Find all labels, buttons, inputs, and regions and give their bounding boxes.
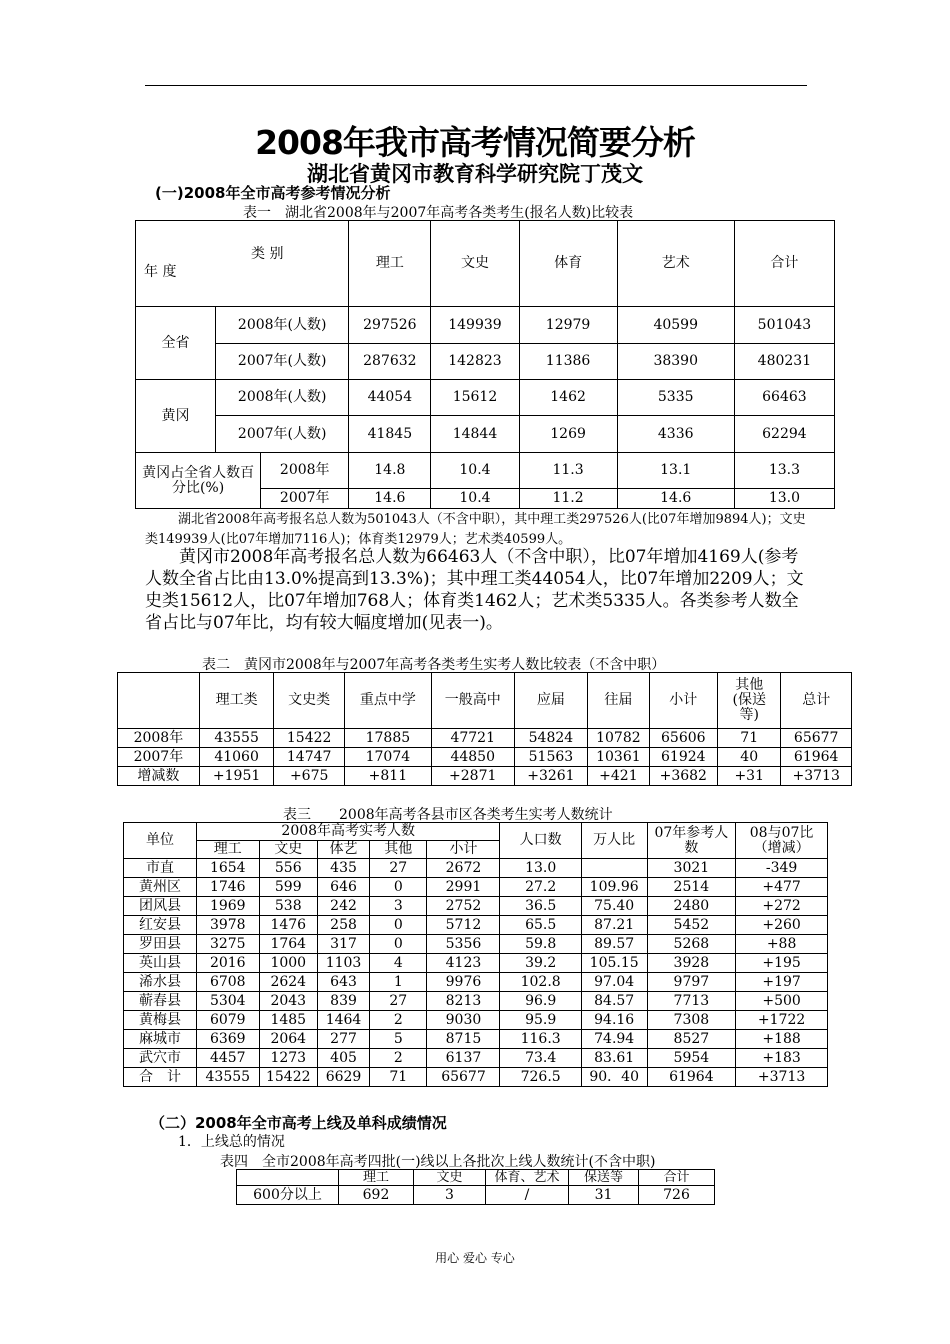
cell: 14.8 (349, 453, 431, 489)
table2-header (118, 673, 200, 729)
row-label: 蕲春县 (124, 992, 197, 1011)
cell: 3928 (647, 954, 736, 973)
cell: 6708 (197, 973, 260, 992)
table-row (124, 973, 828, 992)
table4-header: 文史 (414, 1170, 486, 1186)
cell: 1746 (197, 878, 260, 897)
cell: 5268 (647, 935, 736, 954)
cell: 2991 (427, 878, 500, 897)
cell: 61964 (647, 1068, 736, 1087)
table2-caption: 表二 黄冈市2008年与2007年高考各类考生实考人数比较表（不含中职） (202, 657, 666, 673)
cell: 4336 (617, 416, 734, 453)
table2-header: 总计 (781, 673, 852, 729)
table1-corner: 类 别 年 度 (136, 221, 349, 307)
cell: 2672 (427, 859, 500, 878)
cell: 3978 (197, 916, 260, 935)
cell: 75.40 (581, 897, 647, 916)
table3-header-per: 万人比 (581, 823, 647, 859)
cell: 839 (317, 992, 369, 1011)
cell: 3 (370, 897, 427, 916)
cell: +88 (736, 935, 828, 954)
table3-header-group: 2008年高考实考人数 (197, 823, 500, 841)
cell: 83.61 (581, 1049, 647, 1068)
row-label: 600分以上 (237, 1186, 339, 1205)
cell: 62294 (734, 416, 834, 453)
cell: 17074 (344, 748, 431, 767)
cell: 2 (370, 1011, 427, 1030)
cell: 13.0 (734, 489, 834, 509)
cell: 61964 (781, 748, 852, 767)
table1-header: 体育 (519, 221, 617, 307)
cell: 13.0 (500, 859, 581, 878)
table1-header: 合计 (734, 221, 834, 307)
cell: 31 (569, 1186, 639, 1205)
table2-header: 文史类 (274, 673, 345, 729)
cell: 9797 (647, 973, 736, 992)
table2-header: 理工类 (199, 673, 274, 729)
cell: 480231 (734, 344, 834, 380)
pct-label: 黄冈占全省人数百分比(%) (136, 453, 261, 509)
cell: 17885 (344, 729, 431, 748)
cell: +197 (736, 973, 828, 992)
row-label: 2008年 (118, 729, 200, 748)
cell: 109.96 (581, 878, 647, 897)
table-row (124, 1049, 828, 1068)
cell: 9030 (427, 1011, 500, 1030)
cell: 13.1 (617, 453, 734, 489)
cell: 15612 (431, 380, 519, 416)
cell: 5452 (647, 916, 736, 935)
cell: 6079 (197, 1011, 260, 1030)
row-label: 浠水县 (124, 973, 197, 992)
cell: 11386 (519, 344, 617, 380)
cell: 71 (370, 1068, 427, 1087)
table-row (124, 954, 828, 973)
cell: +1951 (199, 767, 274, 786)
cell: 599 (259, 878, 317, 897)
cell: 3021 (647, 859, 736, 878)
cell: 8527 (647, 1030, 736, 1049)
page-footer: 用心 爱心 专心 (435, 1251, 515, 1265)
cell: 15422 (259, 1068, 317, 1087)
subheading-1: 1．上线总的情况 (178, 1134, 285, 1150)
table2-header: 重点中学 (344, 673, 431, 729)
row-label: 红安县 (124, 916, 197, 935)
cell: 5 (370, 1030, 427, 1049)
row-label: 市直 (124, 859, 197, 878)
cell: 5335 (617, 380, 734, 416)
cell: 1 (370, 973, 427, 992)
cell: 44054 (349, 380, 431, 416)
cell: 65.5 (500, 916, 581, 935)
cell: 317 (317, 935, 369, 954)
table-row (124, 1030, 828, 1049)
table3-caption: 表三 2008年高考各县市区各类考生实考人数统计 (283, 807, 613, 823)
cell: 435 (317, 859, 369, 878)
table3 (123, 822, 828, 1087)
table-row (124, 878, 828, 897)
cell: +3261 (514, 767, 588, 786)
cell: 41845 (349, 416, 431, 453)
cell: 726.5 (500, 1068, 581, 1087)
table-row (124, 992, 828, 1011)
cell: 95.9 (500, 1011, 581, 1030)
cell: 8213 (427, 992, 500, 1011)
cell: 61924 (649, 748, 717, 767)
cell: 27 (370, 859, 427, 878)
table3-header-07: 07年参考人数 (647, 823, 736, 859)
cell: +183 (736, 1049, 828, 1068)
table4-header: 体育、艺术 (486, 1170, 569, 1186)
cell: 0 (370, 878, 427, 897)
cell: 726 (639, 1186, 715, 1205)
cell: +31 (718, 767, 781, 786)
cell: 8715 (427, 1030, 500, 1049)
cell: 14.6 (349, 489, 431, 509)
table4-caption: 表四 全市2008年高考四批(一)线以上各批次上线人数统计(不含中职) (220, 1154, 656, 1170)
cell: 5304 (197, 992, 260, 1011)
cell: +675 (274, 767, 345, 786)
cell: 9976 (427, 973, 500, 992)
cell: 54824 (514, 729, 588, 748)
row-label: 英山县 (124, 954, 197, 973)
cell: 87.21 (581, 916, 647, 935)
cell: +272 (736, 897, 828, 916)
cell: 97.04 (581, 973, 647, 992)
cell: 1269 (519, 416, 617, 453)
table1-header: 文史 (431, 221, 519, 307)
row-label: 2007年(人数) (216, 344, 349, 380)
table3-header-unit: 单位 (124, 823, 197, 859)
cell: 14747 (274, 748, 345, 767)
table4-header: 理工 (339, 1170, 414, 1186)
table4-header: 保送等 (569, 1170, 639, 1186)
row-label: 罗田县 (124, 935, 197, 954)
table3-subheader: 小计 (427, 841, 500, 859)
cell: 10782 (588, 729, 649, 748)
cell: 6369 (197, 1030, 260, 1049)
author-line: 湖北省黄冈市教育科学研究院丁茂文 (307, 162, 643, 186)
table3-subheader: 理工 (197, 841, 260, 859)
table-row (124, 897, 828, 916)
cell: 2 (370, 1049, 427, 1068)
row-label: 武穴市 (124, 1049, 197, 1068)
cell: 297526 (349, 307, 431, 344)
cell: +1722 (736, 1011, 828, 1030)
cell: 65677 (427, 1068, 500, 1087)
table2-header: 小计 (649, 673, 717, 729)
table4-header (237, 1170, 339, 1186)
cell: 1654 (197, 859, 260, 878)
cell: 94.16 (581, 1011, 647, 1030)
cell: +2871 (431, 767, 514, 786)
cell: 4457 (197, 1049, 260, 1068)
cell: +195 (736, 954, 828, 973)
cell: / (486, 1186, 569, 1205)
page-title: 2008年我市高考情况简要分析 (255, 123, 695, 162)
cell: 47721 (431, 729, 514, 748)
cell: 10.4 (431, 489, 519, 509)
cell: +3713 (736, 1068, 828, 1087)
cell: 2043 (259, 992, 317, 1011)
cell: +500 (736, 992, 828, 1011)
row-label: 合 计 (124, 1068, 197, 1087)
cell: 89.57 (581, 935, 647, 954)
cell: 14844 (431, 416, 519, 453)
cell: 1464 (317, 1011, 369, 1030)
group-label: 全省 (136, 307, 216, 380)
cell: 2016 (197, 954, 260, 973)
cell: 149939 (431, 307, 519, 344)
paragraph-province: 湖北省2008年高考报名总人数为501043人（不含中职），其中理工类297526人(比07年增加9894人)；文史类149939人(比07年增加7116人)；体育类12979人；艺术类40599人。 (145, 512, 806, 547)
cell: 102.8 (500, 973, 581, 992)
cell: +421 (588, 767, 649, 786)
cell: 0 (370, 916, 427, 935)
cell: 14.6 (617, 489, 734, 509)
cell: 5356 (427, 935, 500, 954)
table2-header: 应届 (514, 673, 588, 729)
table1 (135, 220, 835, 509)
cell: 242 (317, 897, 369, 916)
cell: 43555 (199, 729, 274, 748)
cell: 2480 (647, 897, 736, 916)
table3-subheader: 文史 (259, 841, 317, 859)
cell: +811 (344, 767, 431, 786)
cell: 66463 (734, 380, 834, 416)
section-heading-2: （二）2008年全市高考上线及单科成绩情况 (150, 1114, 447, 1132)
cell: 51563 (514, 748, 588, 767)
cell: 12979 (519, 307, 617, 344)
cell: 15422 (274, 729, 345, 748)
cell: 643 (317, 973, 369, 992)
cell: 1462 (519, 380, 617, 416)
table2-header: 往届 (588, 673, 649, 729)
table2-header: 其他(保送等) (718, 673, 781, 729)
cell: 39.2 (500, 954, 581, 973)
section-heading-1: (一)2008年全市高考参考情况分析 (155, 184, 391, 202)
cell: 1476 (259, 916, 317, 935)
cell: 3 (414, 1186, 486, 1205)
table4 (236, 1169, 715, 1205)
cell: 142823 (431, 344, 519, 380)
cell: 71 (718, 729, 781, 748)
row-label: 2008年(人数) (216, 380, 349, 416)
cell: 105.15 (581, 954, 647, 973)
cell: 538 (259, 897, 317, 916)
cell: 6629 (317, 1068, 369, 1087)
cell: 2752 (427, 897, 500, 916)
cell: +3682 (649, 767, 717, 786)
row-label: 黄州区 (124, 878, 197, 897)
cell: 692 (339, 1186, 414, 1205)
cell: 1000 (259, 954, 317, 973)
paragraph-huanggang: 黄冈市2008年高考报名总人数为66463人（不含中职），比07年增加4169人(参考人数全省占比由13.0%提高到13.3%)；其中理工类44054人，比07年增加2209人；文史类15612人，比07年增加768人；体育类1462人；艺术类5335人。各类参考人数全省占比与07年比，均有较大幅度增加(见表一)。 (145, 547, 804, 633)
table-row (124, 1068, 828, 1087)
header-rule (145, 85, 807, 86)
table1-header: 艺术 (617, 221, 734, 307)
cell: 4123 (427, 954, 500, 973)
table3-header-diff: 08与07比（增减） (736, 823, 828, 859)
cell: 2624 (259, 973, 317, 992)
cell: 10361 (588, 748, 649, 767)
table3-header-pop: 人口数 (500, 823, 581, 859)
cell: +260 (736, 916, 828, 935)
cell: 13.3 (734, 453, 834, 489)
cell: 36.5 (500, 897, 581, 916)
cell: 277 (317, 1030, 369, 1049)
cell: 59.8 (500, 935, 581, 954)
cell: 7308 (647, 1011, 736, 1030)
cell: 40 (718, 748, 781, 767)
cell: 96.9 (500, 992, 581, 1011)
table2 (117, 672, 852, 786)
row-label: 增减数 (118, 767, 200, 786)
cell: 0 (370, 935, 427, 954)
row-label: 黄梅县 (124, 1011, 197, 1030)
group-label: 黄冈 (136, 380, 216, 453)
table-row (124, 916, 828, 935)
cell: -349 (736, 859, 828, 878)
cell: 258 (317, 916, 369, 935)
table1-header: 理工 (349, 221, 431, 307)
cell: 2514 (647, 878, 736, 897)
cell: 90．40 (581, 1068, 647, 1087)
cell (581, 859, 647, 878)
table3-subheader: 其他 (370, 841, 427, 859)
table2-header: 一般高中 (431, 673, 514, 729)
table4-header: 合计 (639, 1170, 715, 1186)
row-label: 2008年 (261, 453, 349, 489)
cell: 73.4 (500, 1049, 581, 1068)
table1-caption: 表一 湖北省2008年与2007年高考各类考生(报名人数)比较表 (243, 205, 634, 221)
table-row (124, 935, 828, 954)
row-label: 团风县 (124, 897, 197, 916)
cell: 74.94 (581, 1030, 647, 1049)
cell: 646 (317, 878, 369, 897)
cell: 287632 (349, 344, 431, 380)
cell: 116.3 (500, 1030, 581, 1049)
row-label: 2007年 (118, 748, 200, 767)
cell: +477 (736, 878, 828, 897)
cell: 501043 (734, 307, 834, 344)
cell: 1273 (259, 1049, 317, 1068)
cell: 5954 (647, 1049, 736, 1068)
row-label: 麻城市 (124, 1030, 197, 1049)
cell: 6137 (427, 1049, 500, 1068)
table3-body (124, 859, 828, 1087)
cell: 40599 (617, 307, 734, 344)
row-label: 2008年(人数) (216, 307, 349, 344)
cell: 5712 (427, 916, 500, 935)
cell: 10.4 (431, 453, 519, 489)
cell: +188 (736, 1030, 828, 1049)
cell: 84.57 (581, 992, 647, 1011)
cell: 405 (317, 1049, 369, 1068)
cell: 1485 (259, 1011, 317, 1030)
cell: 2064 (259, 1030, 317, 1049)
cell: 11.2 (519, 489, 617, 509)
cell: 27 (370, 992, 427, 1011)
cell: 38390 (617, 344, 734, 380)
table-row (124, 1011, 828, 1030)
cell: 65677 (781, 729, 852, 748)
cell: 11.3 (519, 453, 617, 489)
cell: 41060 (199, 748, 274, 767)
cell: 556 (259, 859, 317, 878)
cell: 3275 (197, 935, 260, 954)
cell: 43555 (197, 1068, 260, 1087)
cell: 1103 (317, 954, 369, 973)
cell: 4 (370, 954, 427, 973)
cell: 1969 (197, 897, 260, 916)
cell: 65606 (649, 729, 717, 748)
cell: 44850 (431, 748, 514, 767)
cell: +3713 (781, 767, 852, 786)
row-label: 2007年(人数) (216, 416, 349, 453)
cell: 1764 (259, 935, 317, 954)
cell: 7713 (647, 992, 736, 1011)
row-label: 2007年 (261, 489, 349, 509)
table3-subheader: 体艺 (317, 841, 369, 859)
cell: 27.2 (500, 878, 581, 897)
table-row (124, 859, 828, 878)
